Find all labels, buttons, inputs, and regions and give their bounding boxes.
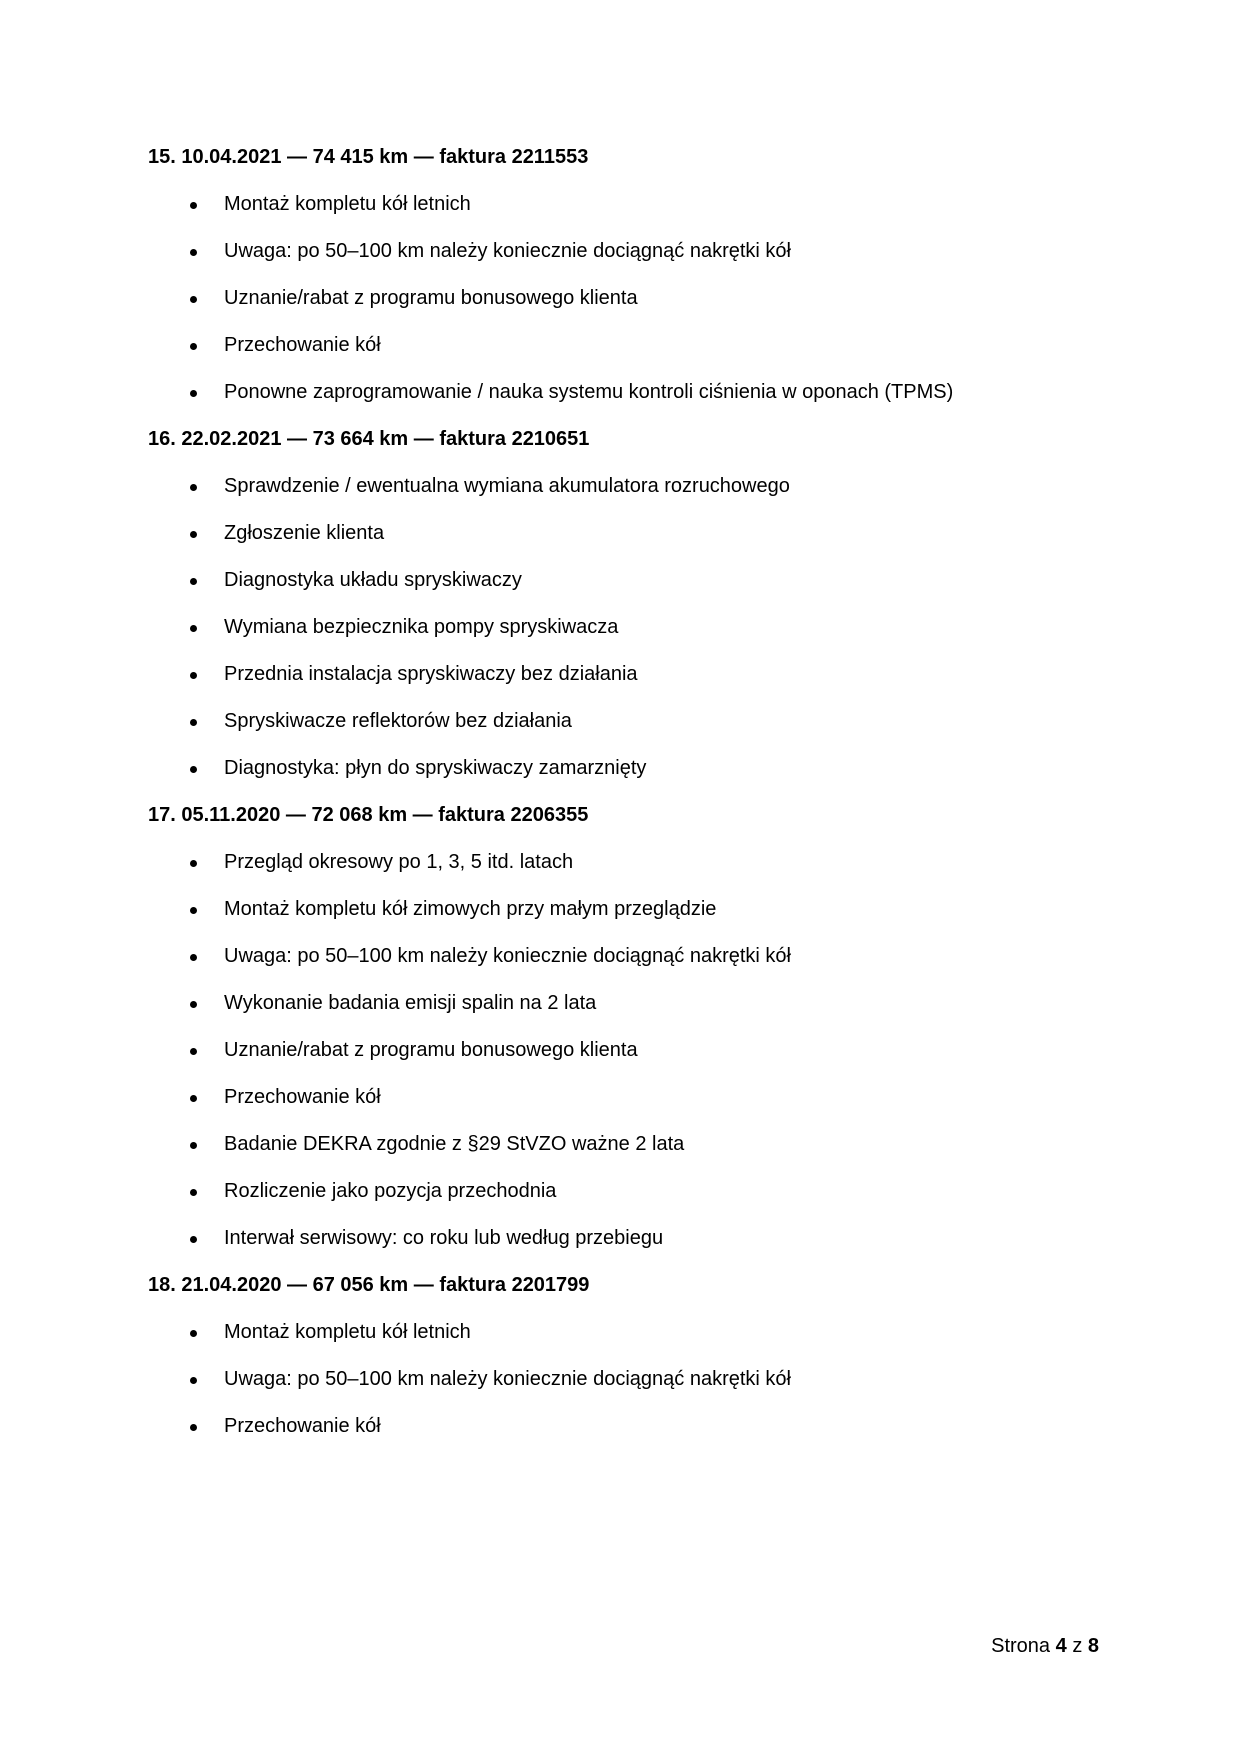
service-item bbox=[148, 1177, 1108, 1224]
service-item bbox=[148, 1130, 1108, 1177]
service-entry bbox=[148, 1271, 1108, 1459]
service-item-text: Rozliczenie jako pozycja przechodnia bbox=[224, 1180, 557, 1202]
service-item bbox=[148, 378, 1108, 425]
service-entry bbox=[148, 425, 1108, 801]
service-entry bbox=[148, 801, 1108, 1271]
bullet-icon bbox=[190, 202, 197, 209]
bullet-icon bbox=[190, 1095, 197, 1102]
bullet-icon bbox=[190, 484, 197, 491]
service-entry-heading: 16. 22.02.2021 — 73 664 km — faktura 2210651 bbox=[148, 428, 590, 450]
service-item-text: Przednia instalacja spryskiwaczy bez działania bbox=[224, 663, 638, 685]
page-number-prefix: Strona bbox=[991, 1635, 1051, 1657]
service-item-text: Przechowanie kół bbox=[224, 1415, 381, 1437]
page-number-total: 8 bbox=[1087, 1635, 1099, 1657]
service-item-text: Uwaga: po 50–100 km należy koniecznie dociągnąć nakrętki kół bbox=[224, 1368, 792, 1390]
bullet-icon bbox=[190, 1001, 197, 1008]
service-item-text: Interwał serwisowy: co roku lub według przebiegu bbox=[224, 1227, 664, 1249]
service-item-text: Ponowne zaprogramowanie / nauka systemu kontroli ciśnienia w oponach (TPMS) bbox=[224, 381, 954, 403]
service-item bbox=[148, 190, 1108, 237]
service-item-text: Spryskiwacze reflektorów bez działania bbox=[224, 710, 572, 732]
service-item-text: Diagnostyka układu spryskiwaczy bbox=[224, 569, 522, 591]
bullet-icon bbox=[190, 343, 197, 350]
service-item-list bbox=[148, 848, 1108, 1271]
service-item-text: Badanie DEKRA zgodnie z §29 StVZO ważne 2 lata bbox=[224, 1133, 685, 1155]
service-item bbox=[148, 848, 1108, 895]
service-item bbox=[148, 519, 1108, 566]
service-item bbox=[148, 613, 1108, 660]
bullet-icon bbox=[190, 1330, 197, 1337]
bullet-icon bbox=[190, 1377, 197, 1384]
service-item-text: Przechowanie kół bbox=[224, 334, 381, 356]
service-item bbox=[148, 284, 1108, 331]
service-item bbox=[148, 989, 1108, 1036]
page-number-current: 4 bbox=[1055, 1635, 1067, 1657]
service-item bbox=[148, 331, 1108, 378]
service-item-text: Przegląd okresowy po 1, 3, 5 itd. latach bbox=[224, 851, 574, 873]
bullet-icon bbox=[190, 860, 197, 867]
bullet-icon bbox=[190, 625, 197, 632]
service-history-list bbox=[148, 143, 1108, 1459]
service-item bbox=[148, 707, 1108, 754]
bullet-icon bbox=[190, 1189, 197, 1196]
service-item bbox=[148, 1365, 1108, 1412]
bullet-icon bbox=[190, 578, 197, 585]
bullet-icon bbox=[190, 531, 197, 538]
page-number-separator: z bbox=[1072, 1635, 1083, 1657]
service-item bbox=[148, 1224, 1108, 1271]
service-entry-heading: 17. 05.11.2020 — 72 068 km — faktura 2206355 bbox=[148, 804, 589, 826]
service-item-text: Uznanie/rabat z programu bonusowego klienta bbox=[224, 287, 638, 309]
bullet-icon bbox=[190, 1048, 197, 1055]
service-item-text: Uwaga: po 50–100 km należy koniecznie dociągnąć nakrętki kół bbox=[224, 945, 792, 967]
service-item-text: Diagnostyka: płyn do spryskiwaczy zamarznięty bbox=[224, 757, 647, 779]
bullet-icon bbox=[190, 907, 197, 914]
bullet-icon bbox=[190, 1142, 197, 1149]
service-item bbox=[148, 472, 1108, 519]
service-item-text: Montaż kompletu kół letnich bbox=[224, 1321, 471, 1343]
service-item-text: Wykonanie badania emisji spalin na 2 lata bbox=[224, 992, 597, 1014]
service-entry bbox=[148, 143, 1108, 425]
service-item bbox=[148, 942, 1108, 989]
service-item-text: Montaż kompletu kół zimowych przy małym przeglądzie bbox=[224, 898, 717, 920]
service-entry-heading: 18. 21.04.2020 — 67 056 km — faktura 2201799 bbox=[148, 1274, 590, 1296]
bullet-icon bbox=[190, 249, 197, 256]
service-item-list bbox=[148, 190, 1108, 425]
service-item bbox=[148, 895, 1108, 942]
service-item bbox=[148, 237, 1108, 284]
bullet-icon bbox=[190, 719, 197, 726]
service-item bbox=[148, 754, 1108, 801]
bullet-icon bbox=[190, 296, 197, 303]
service-item bbox=[148, 660, 1108, 707]
bullet-icon bbox=[190, 954, 197, 961]
service-item bbox=[148, 566, 1108, 613]
bullet-icon bbox=[190, 1236, 197, 1243]
service-item bbox=[148, 1036, 1108, 1083]
bullet-icon bbox=[190, 390, 197, 397]
service-item bbox=[148, 1412, 1108, 1459]
service-item-text: Wymiana bezpiecznika pompy spryskiwacza bbox=[224, 616, 619, 638]
service-item bbox=[148, 1318, 1108, 1365]
bullet-icon bbox=[190, 672, 197, 679]
service-item-list bbox=[148, 472, 1108, 801]
service-item bbox=[148, 1083, 1108, 1130]
service-item-text: Sprawdzenie / ewentualna wymiana akumulatora rozruchowego bbox=[224, 475, 790, 497]
service-item-text: Uwaga: po 50–100 km należy koniecznie dociągnąć nakrętki kół bbox=[224, 240, 792, 262]
service-item-list bbox=[148, 1318, 1108, 1459]
service-item-text: Uznanie/rabat z programu bonusowego klienta bbox=[224, 1039, 638, 1061]
service-entry-heading: 15. 10.04.2021 — 74 415 km — faktura 2211553 bbox=[148, 146, 589, 168]
service-item-text: Montaż kompletu kół letnich bbox=[224, 193, 471, 215]
bullet-icon bbox=[190, 766, 197, 773]
page-number-footer bbox=[991, 1632, 1099, 1660]
bullet-icon bbox=[190, 1424, 197, 1431]
service-item-text: Zgłoszenie klienta bbox=[224, 522, 385, 544]
service-item-text: Przechowanie kół bbox=[224, 1086, 381, 1108]
